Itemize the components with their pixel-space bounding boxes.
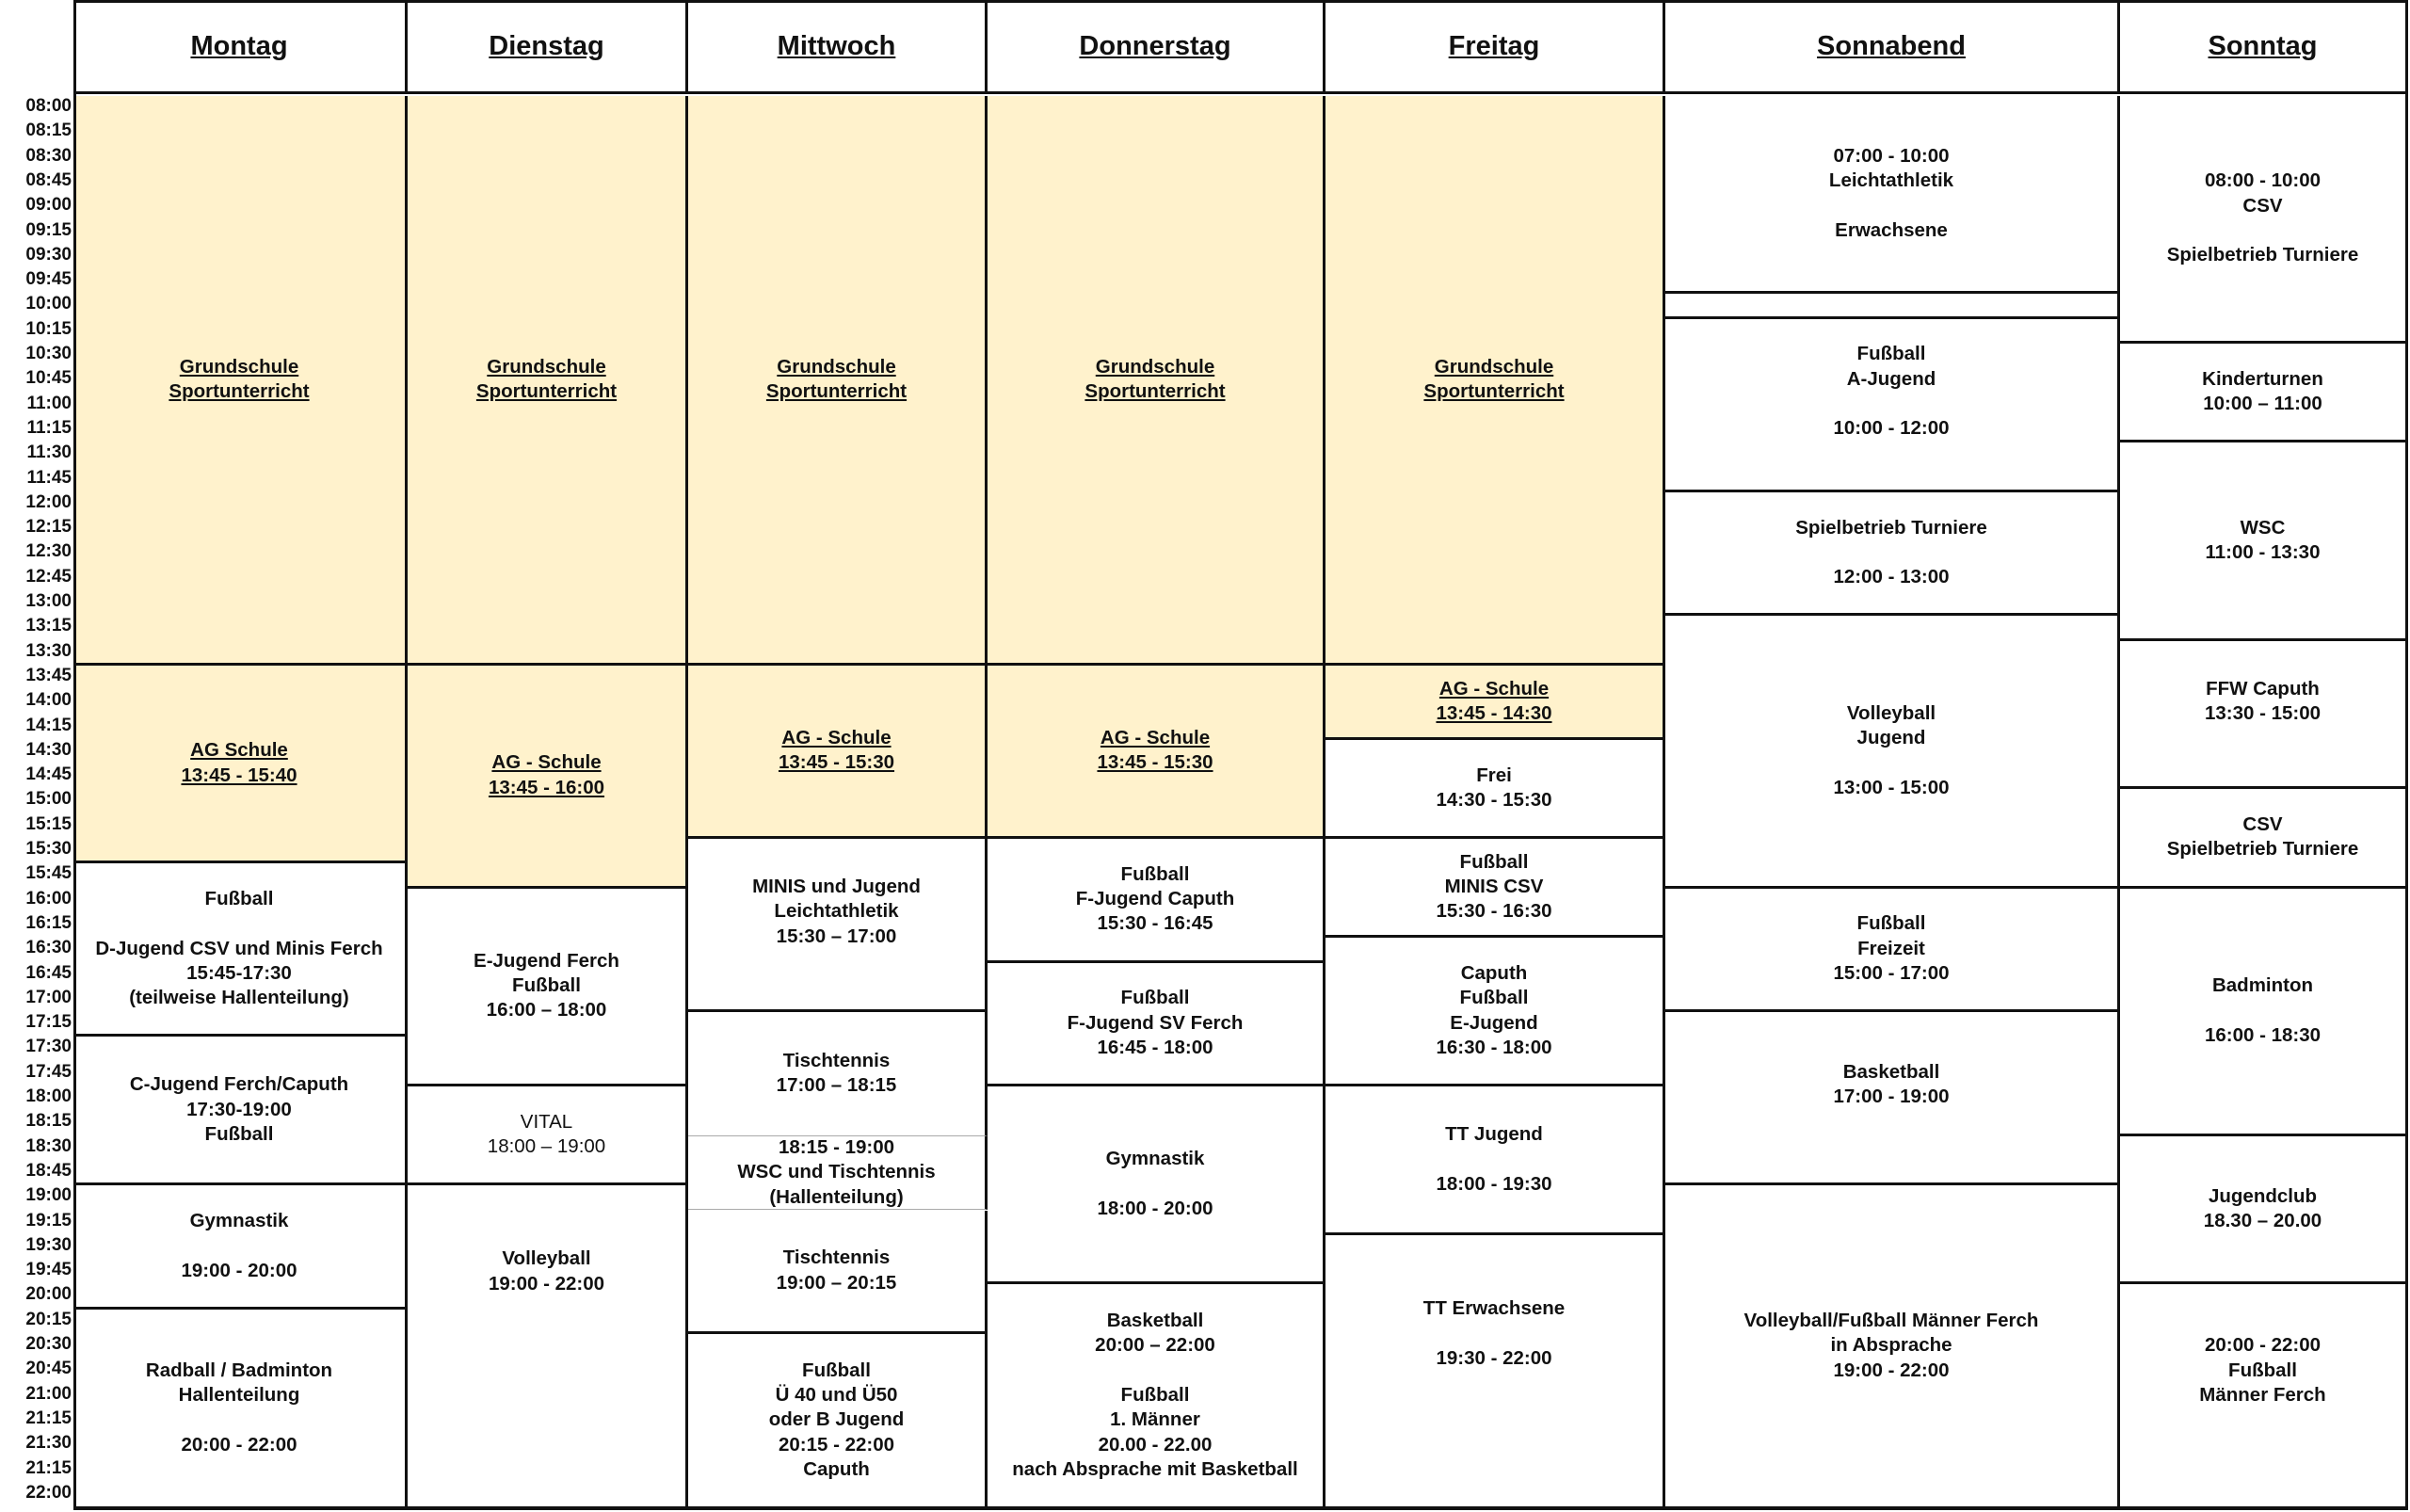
block-text-line: Fußball (204, 888, 274, 910)
time-label: 17:00 (25, 987, 72, 1007)
time-label: 14:15 (25, 715, 72, 735)
day-header-7: Sonntag (2120, 2, 2408, 94)
block-text-line: 14:30 - 15:30 (1436, 788, 1552, 811)
schedule-block (2120, 1136, 2408, 1285)
schedule-block (988, 1086, 1326, 1284)
block-text-line: Badminton (2211, 974, 2314, 997)
schedule-block (2120, 889, 2408, 1136)
block-text-line: CSV (2242, 194, 2283, 217)
time-label: 10:45 (25, 368, 72, 389)
schedule-block (408, 1086, 688, 1185)
time-label: 11:15 (26, 417, 72, 438)
time-label: 19:15 (25, 1210, 72, 1231)
day-header-5: Freitag (1326, 2, 1665, 94)
schedule-block (73, 1185, 408, 1310)
time-label: 21:30 (25, 1433, 72, 1454)
time-label: 16:45 (25, 962, 72, 983)
time-label: 18:00 (25, 1086, 72, 1106)
block-text-line: Gymnastik (1105, 1148, 1205, 1170)
block-text-line: MINIS und Jugend (752, 875, 921, 897)
block-text-line: Volleyball (502, 1247, 591, 1270)
schedule-block (1665, 319, 2120, 492)
schedule-block (1326, 938, 1665, 1086)
block-text-line: 10:00 - 12:00 (1833, 417, 1950, 440)
block-text-line: 19:30 - 22:00 (1436, 1346, 1552, 1369)
block-text-line: 08:00 - 10:00 (2204, 169, 2322, 192)
block-text-line: 13:00 - 15:00 (1833, 776, 1950, 798)
block-text-line: MINIS CSV (1444, 875, 1544, 897)
time-label: 12:00 (25, 491, 72, 512)
block-text-line: 20:00 – 22:00 (1095, 1334, 1215, 1357)
schedule-block (1665, 294, 2120, 318)
schedule-block (988, 839, 1326, 963)
block-text-line: Leichtathletik (1828, 169, 1954, 192)
block-text-line: Spielbetrieb Turniere (2166, 838, 2359, 861)
time-label: 20:15 (25, 1309, 72, 1329)
block-text-line: AG - Schule (1438, 677, 1550, 700)
schedule-block (688, 1211, 988, 1335)
time-label: 20:45 (25, 1359, 72, 1379)
time-label: 18:15 (25, 1111, 72, 1132)
block-text-line: 10:00 – 11:00 (2203, 393, 2322, 415)
block-text-line: TT Jugend (1445, 1122, 1543, 1145)
time-label: 10:00 (25, 294, 72, 314)
block-text-line: 16:00 – 18:00 (486, 999, 607, 1021)
block-text-line: D-Jugend CSV und Minis Ferch (95, 937, 383, 959)
schedule-block (1665, 492, 2120, 617)
day-header-2: Dienstag (408, 2, 688, 94)
time-label: 17:45 (25, 1061, 72, 1082)
schedule-block (73, 863, 408, 1037)
time-label: 15:15 (25, 813, 72, 834)
block-text-line: Caputh (803, 1457, 870, 1480)
schedule-block (1326, 740, 1665, 839)
block-text-line: Freizeit (1857, 937, 1925, 959)
day-header-4: Donnerstag (988, 2, 1326, 94)
time-label: 20:30 (25, 1334, 72, 1354)
block-text-line: Erwachsene (1835, 218, 1948, 241)
block-text-line: Kinderturnen (2202, 367, 2323, 390)
block-text-line: Sportunterricht (475, 379, 618, 402)
schedule-block (73, 666, 408, 863)
block-text-line: Jugend (1856, 727, 1926, 749)
time-label: 08:45 (25, 169, 72, 190)
time-label: 16:30 (25, 938, 72, 958)
schedule-block (988, 963, 1326, 1087)
block-text-line: 19:00 - 22:00 (1833, 1359, 1950, 1381)
schedule-block (2120, 789, 2408, 888)
block-text-line: oder B Jugend (768, 1408, 905, 1431)
time-label: 09:30 (25, 244, 72, 265)
block-text-line: C-Jugend Ferch/Caputh (129, 1073, 349, 1096)
time-label: 21:15 (25, 1457, 72, 1478)
block-text-line: 13:45 - 15:40 (181, 764, 297, 786)
time-label: 21:00 (25, 1383, 72, 1404)
block-text-line: F-Jugend Caputh (1075, 888, 1235, 910)
block-text-line: Sportunterricht (1423, 379, 1565, 402)
block-text-line: 17:30-19:00 (186, 1098, 292, 1120)
time-label: 10:15 (25, 318, 72, 339)
schedule-block (2120, 96, 2408, 344)
block-text-line: 18.30 – 20.00 (2203, 1209, 2322, 1231)
block-text-line: VITAL (520, 1110, 573, 1133)
block-text-line: Grundschule (487, 355, 606, 378)
schedule-block (1326, 839, 1665, 938)
block-text-line: AG - Schule (781, 727, 892, 749)
block-text-line: 18:15 - 19:00 (778, 1136, 895, 1159)
block-text-line: Tischtennis (782, 1247, 891, 1269)
schedule-block (688, 839, 988, 1012)
block-text-line: Volleyball/Fußball Männer Ferch (1743, 1310, 2039, 1332)
time-label: 17:30 (25, 1037, 72, 1057)
schedule-block (688, 1136, 988, 1211)
block-text-line: Fußball (802, 1359, 871, 1381)
schedule-block (2120, 641, 2408, 790)
block-text-line: Jugendclub (2208, 1184, 2318, 1207)
time-label: 08:30 (25, 145, 72, 166)
schedule-block (1326, 96, 1665, 666)
time-label: 16:00 (25, 888, 72, 909)
block-text-line: Fußball (1120, 987, 1190, 1009)
block-text-line: 19:00 – 20:15 (776, 1271, 897, 1294)
block-text-line: 12:00 - 13:00 (1833, 566, 1950, 588)
time-label: 09:15 (25, 219, 72, 240)
block-text-line: 15:30 – 17:00 (776, 925, 897, 947)
time-label: 11:45 (26, 467, 72, 488)
time-label: 19:30 (25, 1234, 72, 1255)
block-text-line: Spielbetrieb Turniere (2166, 244, 2359, 266)
time-label: 12:30 (25, 541, 72, 562)
time-label: 15:45 (25, 863, 72, 884)
block-text-line: Basketball (1106, 1310, 1204, 1332)
block-text-line: (teilweise Hallenteilung) (129, 987, 349, 1009)
schedule-block (1665, 616, 2120, 888)
schedule-block (2120, 442, 2408, 640)
block-text-line: Caputh (1460, 961, 1528, 984)
block-text-line: Ü 40 und Ü50 (775, 1384, 898, 1407)
time-label: 10:30 (25, 344, 72, 363)
block-text-line: 16:00 - 18:30 (2204, 1023, 2322, 1046)
schedule-block (2120, 344, 2408, 442)
schedule-block (1326, 1086, 1665, 1235)
block-text-line: 13:30 - 15:00 (2204, 701, 2322, 724)
time-label: 17:15 (25, 1012, 72, 1033)
schedule-block (408, 96, 688, 666)
block-text-line: Radball / Badminton (145, 1359, 333, 1381)
time-label: 13:15 (25, 616, 72, 636)
time-label: 14:30 (25, 739, 72, 760)
block-text-line: TT Erwachsene (1422, 1297, 1566, 1319)
block-text-line: nach Absprache mit Basketball (1012, 1457, 1298, 1480)
block-text-line: 13:45 - 15:30 (778, 751, 895, 774)
block-text-line: 20:00 - 22:00 (2204, 1334, 2322, 1357)
block-text-line: 15:00 - 17:00 (1833, 961, 1950, 984)
time-label: 15:00 (25, 789, 72, 810)
block-text-line: Fußball (1459, 850, 1529, 873)
schedule-block (73, 1037, 408, 1185)
time-label: 12:45 (25, 566, 72, 587)
schedule-block (408, 889, 688, 1086)
day-header-6: Sonnabend (1665, 2, 2120, 94)
time-label: 18:45 (25, 1160, 72, 1181)
block-text-line: AG Schule (190, 739, 288, 762)
time-label: 21:15 (25, 1407, 72, 1428)
schedule-block (688, 666, 988, 839)
block-text-line: Tischtennis (782, 1050, 891, 1072)
block-text-line: Sportunterricht (1084, 379, 1226, 402)
block-text-line: A-Jugend (1846, 367, 1936, 390)
time-label: 08:00 (25, 96, 72, 116)
block-text-line: 18:00 – 19:00 (487, 1135, 606, 1158)
block-text-line: Grundschule (777, 355, 896, 378)
block-text-line: 13:45 - 14:30 (1436, 701, 1552, 724)
block-text-line: 16:30 - 18:00 (1436, 1036, 1552, 1058)
schedule-block (688, 1334, 988, 1509)
schedule-block (1665, 1012, 2120, 1185)
time-label: 13:00 (25, 591, 72, 611)
block-text-line: in Absprache (1830, 1334, 1952, 1357)
time-label: 09:00 (25, 195, 72, 216)
block-text-line: Fußball (1856, 343, 1926, 365)
block-text-line: (Hallenteilung) (769, 1185, 904, 1208)
schedule-block (988, 96, 1326, 666)
time-label: 09:45 (25, 269, 72, 290)
time-label: 13:30 (25, 640, 72, 661)
block-text-line: Sportunterricht (765, 379, 908, 402)
schedule-block (1665, 1185, 2120, 1509)
block-text-line: Volleyball (1846, 701, 1936, 724)
block-text-line: Fußball (1120, 862, 1190, 885)
block-text-line: Spielbetrieb Turniere (1795, 516, 1987, 539)
block-text-line: F-Jugend SV Ferch (1067, 1011, 1244, 1034)
block-text-line: 15:45-17:30 (186, 961, 292, 984)
block-text-line: AG - Schule (1100, 727, 1211, 749)
time-label: 08:15 (25, 121, 72, 141)
block-text-line: Fußball (512, 974, 581, 997)
block-text-line: Grundschule (1095, 355, 1215, 378)
time-label: 18:30 (25, 1135, 72, 1156)
block-text-line: 17:00 - 19:00 (1833, 1086, 1950, 1108)
time-label: 19:00 (25, 1185, 72, 1206)
schedule-block (1326, 666, 1665, 740)
block-text-line: 20:00 - 22:00 (181, 1433, 297, 1456)
schedule-block (688, 1012, 988, 1136)
block-text-line: Basketball (1842, 1061, 1940, 1084)
time-label: 16:15 (25, 912, 72, 933)
block-text-line: Grundschule (1434, 355, 1554, 378)
block-text-line: Grundschule (179, 355, 299, 378)
block-text-line: Fußball (1856, 912, 1926, 935)
block-text-line: WSC und Tischtennis (737, 1161, 936, 1183)
block-text-line: 20.00 - 22.00 (1098, 1433, 1213, 1456)
day-header-1: Montag (73, 2, 408, 94)
time-label: 20:00 (25, 1284, 72, 1305)
block-text-line: Hallenteilung (178, 1384, 300, 1407)
block-text-line: 1. Männer (1110, 1408, 1200, 1431)
time-label: 14:45 (25, 764, 72, 785)
block-text-line: 19:00 - 22:00 (488, 1272, 605, 1295)
schedule-block (408, 1185, 688, 1509)
block-text-line: CSV (2242, 813, 2283, 836)
block-text-line: 15:30 - 16:30 (1436, 900, 1552, 923)
schedule-block (988, 1284, 1326, 1509)
block-text-line: 17:00 – 18:15 (776, 1074, 897, 1097)
block-text-line: FFW Caputh (2206, 677, 2320, 700)
block-text-line: Frei (1476, 764, 1512, 786)
day-header-3: Mittwoch (688, 2, 988, 94)
block-text-line: 20:15 - 22:00 (778, 1433, 895, 1456)
block-text-line: 16:45 - 18:00 (1097, 1036, 1213, 1058)
block-text-line: Gymnastik (189, 1209, 289, 1231)
block-text-line: AG - Schule (491, 751, 602, 774)
block-text-line: WSC (2240, 516, 2286, 539)
block-text-line: Fußball (1459, 987, 1529, 1009)
time-label: 11:00 (26, 393, 72, 413)
time-label: 12:15 (25, 517, 72, 538)
block-text-line: 13:45 - 15:30 (1097, 751, 1213, 774)
time-label: 11:30 (26, 442, 72, 463)
block-text-line: E-Jugend (1450, 1011, 1538, 1034)
time-label: 15:30 (25, 839, 72, 859)
time-label: 14:00 (25, 690, 72, 711)
block-text-line: Fußball (1120, 1384, 1190, 1407)
schedule-block (1665, 889, 2120, 1013)
schedule-block (73, 1310, 408, 1509)
schedule-block (988, 666, 1326, 839)
schedule-block (688, 96, 988, 666)
block-text-line: 07:00 - 10:00 (1833, 145, 1950, 168)
schedule-block (73, 96, 408, 666)
time-label: 19:45 (25, 1260, 72, 1280)
block-text-line: 18:00 - 20:00 (1097, 1197, 1213, 1219)
block-text-line: Fußball (2228, 1359, 2297, 1381)
schedule-block (408, 666, 688, 889)
time-column (0, 0, 73, 1512)
block-text-line: Fußball (204, 1122, 274, 1145)
block-text-line: 18:00 - 19:30 (1436, 1172, 1552, 1195)
block-text-line: Männer Ferch (2199, 1384, 2326, 1407)
block-text-line: 13:45 - 16:00 (488, 776, 605, 798)
schedule-block (2120, 1284, 2408, 1509)
schedule-block (1326, 1235, 1665, 1509)
time-label: 22:00 (25, 1482, 72, 1503)
block-text-line: Leichtathletik (774, 900, 899, 923)
schedule-block (1665, 96, 2120, 294)
block-text-line: 11:00 - 13:30 (2205, 540, 2321, 563)
block-text-line: 19:00 - 20:00 (181, 1259, 297, 1281)
block-text-line: Sportunterricht (169, 379, 310, 402)
block-text-line: E-Jugend Ferch (474, 949, 619, 972)
block-text-line: 15:30 - 16:45 (1097, 912, 1213, 935)
time-label: 13:45 (25, 665, 72, 685)
